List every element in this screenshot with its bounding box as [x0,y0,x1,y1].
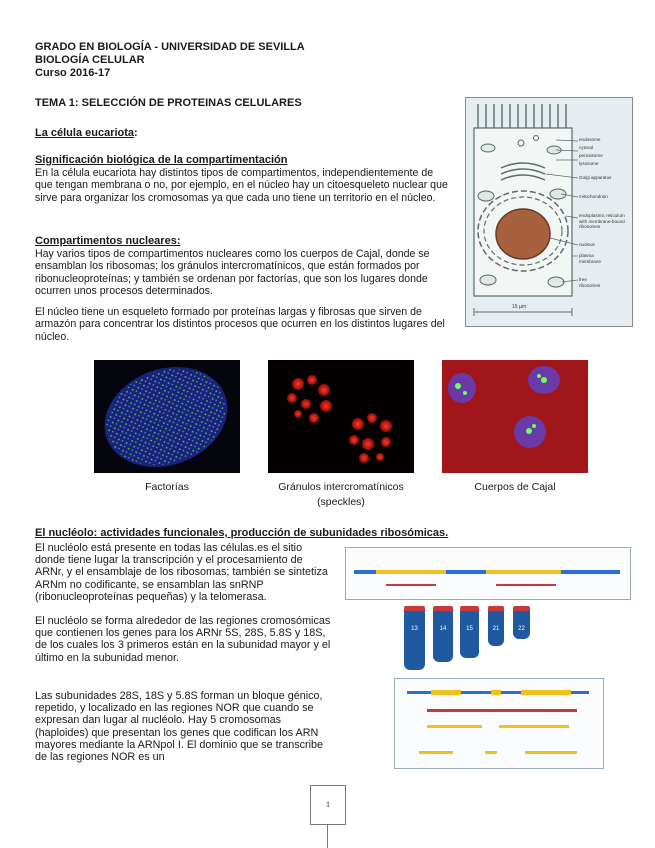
pre-rrna-28s [521,690,571,695]
caption-speckles: Gránulos intercromatínicos [278,481,404,493]
header-year: Curso 2016-17 [35,67,111,79]
speckles-image [268,360,414,473]
section-nuclear-compartments-text: Hay varios tipos de compartimentos nucleares como los cuerpos de Cajal, donde se ensamblan los ribosomas; los gránulos intercromatínicos, que están formados por ribonucleoproteínas; y también se ordenan por factorías, que son los lugares donde ocurren unos procesos determinados. [35,248,430,298]
chromosome-22-label: 22 [518,626,525,632]
label-lysosome: lysosome [579,161,599,166]
chromosome-14-satellite [433,606,453,611]
chromosome-21 [488,606,504,646]
pre-rrna-18s [431,690,461,695]
nucleolus-text-1: El nucléolo está presente en todas las células.es el sitio donde tiene lugar la transcripción y el procesamiento de ARNr, y el ensamblaje de los ribosomas; también se sintetiza ARNm no codificante, se ensamblan las snRNP (ribonucleoproteínas pequeñas) y la telomerasa. [35,542,328,603]
processing-intermediate-3 [499,725,569,728]
processing-intermediate-2 [427,725,482,728]
section-compartmentalization-heading: Significación biológica de la compartimentación [35,154,288,166]
nucleolus-text-3: Las subunidades 28S, 18S y 5.8S forman un bloque génico, repetido, y localizado en las regiones NOR que cuando se expresan dan lugar al nucléolo. Hay 5 cromosomas (haploides) que presentan los genes que codifican los ARN mayores mediante la ARNpol I. El dominio que se transcribe de las regiones NOR es un [35,690,324,764]
section-nuclear-compartments-heading: Compartimentos nucleares: [35,235,181,247]
label-nucleus: nucleus [579,242,595,247]
label-free-ribosomes: free ribosomes [579,277,601,288]
eukaryotic-cell-diagram [465,97,633,327]
label-cytosol: cytosol [579,145,594,150]
chromosome-15 [460,606,479,658]
chromosome-15-satellite [460,606,479,611]
figure-speckles [268,360,414,473]
nucleolus-text-2: El nucléolo se forma alrededor de las regiones cromosómicas que contienen los genes para los ARNr 5S, 28S, 5.8S y 18S, de los cuales los 3 primeros están en la subunidad mayor y el último en la subunidad menor. [35,615,331,664]
chromosome-21-label: 21 [492,626,500,632]
caption-cajal: Cuerpos de Cajal [474,481,556,493]
label-golgi: Golgi apparatus [579,175,612,180]
rrna-gene-region-1 [376,570,446,574]
header-course-name: BIOLOGÍA CELULAR [35,54,145,66]
rrna-processing-diagram [394,678,604,769]
caption-factories: Factorías [145,481,189,493]
label-mitochondrion: mitochondrion [579,194,608,199]
topic-subtitle-text: La célula eucariota [35,127,135,139]
mature-18s [419,751,453,754]
chromosome-14-label: 14 [439,626,447,632]
figure-factories [94,360,240,473]
caption-speckles-sub: (speckles) [317,496,365,508]
topic-subtitle-colon: : [134,127,138,139]
chromosome-13-label: 13 [411,626,418,632]
section-compartmentalization-text: En la célula eucariota hay distintos tipos de compartimentos, independientemente de que tengan membrana o no, por ejemplo, en el núcleo hay un citoesqueleto nuclear que sirve para organizar los cromosomas ya que cada uno tiene un territorio en el núcleo. [35,167,448,204]
topic-title: TEMA 1: SELECCIÓN DE PROTEINAS CELULARES [35,97,302,109]
chromosome-13-satellite [404,606,425,611]
pre-rrna-5-8s [491,690,501,695]
rrna-gene-region-2 [486,570,561,574]
chromosome-13 [404,606,425,670]
page-number: 1 [310,785,346,825]
page-number-line [327,824,328,848]
label-peroxisome: peroxisome [579,153,603,158]
mature-5-8s [485,751,497,754]
chromosome-22-satellite [513,606,530,611]
section-nucleolus-heading-dot: . [445,527,449,539]
label-plasma-membrane: plasma membrane [579,253,601,264]
rrna-transcript-2 [496,584,556,586]
label-endosome: endosome [579,137,601,142]
rrna-transcript-1 [386,584,436,586]
cell-illustration [466,98,632,326]
chromosome-21-satellite [488,606,504,611]
processing-intermediate-1 [427,709,577,712]
chromosome-15-label: 15 [466,626,473,632]
header-university: GRADO EN BIOLOGÍA - UNIVERSIDAD DE SEVILLA [35,41,305,53]
chromosome-22 [513,606,530,639]
section-nuclear-skeleton-text: El núcleo tiene un esqueleto formado por proteínas largas y fibrosas que sirven de armazón para concentrar los distintos procesos que ocurren en los distintos lugares del núcleo. [35,306,445,343]
section-nucleolus-heading-text: El nucléolo: actividades funcionales, producción de subunidades ribosómicas [35,527,446,539]
rrna-gene-diagram [345,547,631,600]
mature-28s [525,751,577,754]
label-er: endoplasmic reticulum with membrane-bound ribosomes [579,213,625,229]
topic-subtitle [35,127,138,139]
chromosome-14 [433,606,453,662]
section-nucleolus-heading [35,527,448,540]
factories-image [94,360,240,473]
figure-cajal-bodies [442,360,588,473]
cajal-bodies-image [442,360,588,473]
scale-label: 15 µm [512,304,526,310]
